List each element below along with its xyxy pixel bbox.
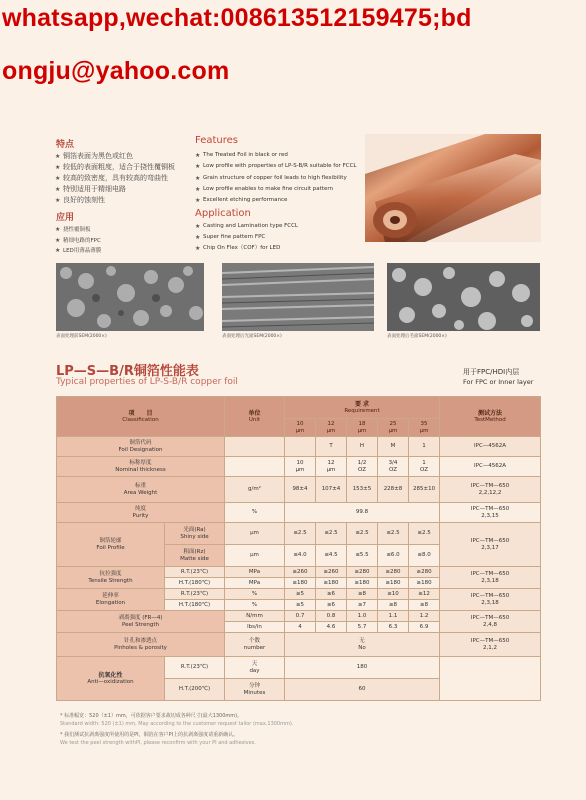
cell-text: Anti—oxidization [87, 678, 134, 685]
cell: ≤2.5 [316, 523, 347, 545]
cell [225, 679, 285, 701]
cell-text: Nominal thickness [115, 466, 166, 473]
list-item: ★ Grain structure of copper foil leads to high flexibility [195, 173, 356, 184]
cell-text: OZ [419, 466, 429, 473]
cell-text: Minutes [243, 689, 266, 696]
cell: ≥5 [285, 589, 316, 600]
footnote-3: * 我们测试抗剥离强度所使用的是PI，铜箔在客户PI上的抗剥离强度请重新确认。 [60, 732, 239, 738]
cell-text: 纯度 [134, 505, 146, 512]
cell-text: 3/4 [388, 459, 398, 466]
cell-text: 延伸率 [102, 592, 119, 599]
cell: ≤6.0 [378, 545, 409, 567]
cell-text: 1/2 [357, 459, 367, 466]
cell: ≥7 [347, 600, 378, 611]
cell: IPC—4562A [440, 457, 541, 477]
cell-text: 标重 [134, 482, 146, 489]
cell: 1.1 [378, 611, 409, 622]
cell-text: OZ [357, 466, 367, 473]
cell-text: 2,3,18 [481, 577, 499, 584]
cell-text: 抗拉强度 [99, 570, 122, 577]
cell-text: IPC—TM—650 [470, 482, 510, 489]
header-text: Requirement [344, 407, 380, 414]
cell [378, 457, 409, 477]
cell: 0.8 [316, 611, 347, 622]
properties-table [56, 396, 541, 701]
cell: % [225, 503, 285, 523]
sub-label: H.T.(180℃) [165, 578, 225, 589]
cell-text: μm [295, 427, 305, 434]
cell: % [225, 600, 285, 611]
cell-text: μm [419, 427, 429, 434]
cell-text: μm [295, 466, 305, 473]
cell-text: IPC—TM—650 [470, 570, 510, 577]
list-item: ★ Low profile with properties of LP-S-B/R suitable for FCCL [195, 161, 356, 172]
features-en-list [195, 150, 356, 206]
cell-text: 粗面(Rz) [183, 548, 206, 555]
list-item: ★ Low profile enables to make fine circuit pattern [195, 184, 356, 195]
cell [225, 633, 285, 657]
cell: ≥180 [285, 578, 316, 589]
table-title-cn: LP—S—B/R铜箔性能表 [56, 364, 199, 379]
cell-text: Area Weight [123, 489, 158, 496]
cell: N/mm [225, 611, 285, 622]
cell: 180 [285, 657, 440, 679]
footnote-1: * 标准幅宽：520（±1）mm，可依据客户要求裁切成各种尺寸(最大1300mm)。 [60, 713, 243, 719]
cell [440, 477, 541, 503]
thickness-col [409, 419, 440, 437]
sem-caption-1: 表面处理前SEM(2000×) [56, 334, 107, 339]
application-en-title: Application [195, 208, 251, 219]
cell: ≥180 [347, 578, 378, 589]
header-text: TestMethod [474, 416, 506, 423]
header-text: 单位 [248, 409, 261, 417]
contact-line-1: whatsapp,wechat:008613512159475;bd [2, 4, 472, 32]
cell: 5.7 [347, 622, 378, 633]
sem-photo-shiny-side [222, 263, 374, 331]
cell: ≥180 [409, 578, 440, 589]
list-item: ★ Chip On Flex（COF）for LED [195, 243, 298, 254]
cell-text: μm [357, 427, 367, 434]
cell: 285±10 [409, 477, 440, 503]
cell-text: Peel Strength [122, 621, 159, 628]
cell: IPC—4562A [440, 437, 541, 457]
sub-label: R.T.(23℃) [165, 567, 225, 578]
thickness-col [316, 419, 347, 437]
sub-label: H.T.(180℃) [165, 600, 225, 611]
cell-text: 12 [327, 420, 335, 427]
cell: ≤2.5 [285, 523, 316, 545]
list-item: ★ 良好的蚀刻性 [55, 195, 175, 206]
cell: ≥6 [316, 600, 347, 611]
list-item: ★ 铜箔表面为黑色或红色 [55, 151, 175, 162]
cell-text: 18 [358, 420, 366, 427]
cell [225, 657, 285, 679]
cell: % [225, 589, 285, 600]
cell-text: 无 [359, 637, 365, 644]
cell-text: 剥离强度 (FR—4) [118, 614, 163, 621]
cell: ≤2.5 [347, 523, 378, 545]
cell-text: 2,1,2 [483, 644, 498, 651]
cell: H [347, 437, 378, 457]
table-row [57, 523, 541, 545]
cell-text: Shiny side [180, 533, 209, 540]
cell-text: number [243, 644, 266, 651]
header-text: Unit [248, 416, 261, 423]
sub-label: R.T.(23℃) [165, 589, 225, 600]
features-cn-title: 特点 [56, 140, 75, 150]
cell: ≥5 [285, 600, 316, 611]
sub-label [165, 545, 225, 567]
cell [225, 457, 285, 477]
cell: ≥180 [316, 578, 347, 589]
cell: ≤2.5 [378, 523, 409, 545]
row-label [57, 567, 165, 589]
cell [409, 457, 440, 477]
table-note-cn: 用于FPC/HDI内层 [463, 368, 520, 376]
cell-text: day [249, 667, 260, 674]
cell [285, 633, 440, 657]
list-item: ★ 较高的致密度，具有较高的弯曲性 [55, 173, 175, 184]
contact-line-2: ongju@yahoo.com [2, 57, 230, 85]
list-item: ★ Super fine pattern FPC [195, 232, 298, 243]
table-row [57, 437, 541, 457]
cell-text: IPC—TM—650 [470, 637, 510, 644]
table-title-en: Typical properties of LP-S-B/R copper foil [56, 377, 238, 387]
cell: 153±5 [347, 477, 378, 503]
cell: 4 [285, 622, 316, 633]
cell-text: 铜箔轮廓 [99, 537, 122, 544]
header-text: 项 目 [128, 409, 153, 417]
row-label [57, 457, 225, 477]
cell: 1.2 [409, 611, 440, 622]
cell [316, 457, 347, 477]
cell: ≥280 [378, 567, 409, 578]
cell: 6.9 [409, 622, 440, 633]
table-row [57, 477, 541, 503]
cell: ≥6 [316, 589, 347, 600]
header-text: 测试方法 [478, 409, 503, 417]
cell: M [378, 437, 409, 457]
cell [285, 457, 316, 477]
cell: ≥10 [378, 589, 409, 600]
cell-text: 针孔和渗透点 [123, 637, 157, 644]
cell: ≥12 [409, 589, 440, 600]
cell-text: 1 [422, 459, 426, 466]
cell-text: μm [326, 427, 336, 434]
thickness-col [285, 419, 316, 437]
cell-text: 天 [251, 660, 258, 667]
cell: ≥8 [347, 589, 378, 600]
cell-text: 光面(Ra) [183, 526, 206, 533]
cell [440, 633, 541, 657]
cell: 99.8 [285, 503, 440, 523]
footnote-4: We test the peel strength withPI, please reconfirm with your PI and adhesives. [60, 740, 256, 746]
header-text: Classification [122, 416, 159, 423]
cell: ≤2.5 [409, 523, 440, 545]
cell: μm [225, 523, 285, 545]
cell-text: 2,3,17 [481, 544, 499, 551]
cell-text: Pinholes & porosity [114, 644, 167, 651]
sub-label: R.T.(23℃) [165, 657, 225, 679]
cell [225, 437, 285, 457]
cell: ≤5.5 [347, 545, 378, 567]
header-requirement [285, 397, 440, 419]
cell: T [316, 437, 347, 457]
table-row [57, 589, 541, 600]
cell: lbs/in [225, 622, 285, 633]
cell-text: 10 [296, 459, 304, 466]
table-row [57, 567, 541, 578]
cell-text: Tensile Strength [88, 577, 133, 584]
cell-text: 2,3,15 [481, 512, 499, 519]
cell [347, 457, 378, 477]
thickness-col [347, 419, 378, 437]
cell: ≤8.0 [409, 545, 440, 567]
sem-caption-3: 表面处理后毛面SEM(2000×) [387, 334, 447, 339]
header-text: 要 求 [354, 400, 370, 408]
table-row [57, 611, 541, 622]
cell [440, 589, 541, 611]
row-label [57, 503, 225, 523]
cell: g/m² [225, 477, 285, 503]
cell-text: 2,4,8 [483, 621, 498, 628]
cell: MPa [225, 578, 285, 589]
table-row [57, 457, 541, 477]
application-en-list [195, 221, 298, 255]
cell-text: Matte side [180, 555, 209, 562]
cell-text: IPC—TM—650 [470, 614, 510, 621]
row-label [57, 523, 165, 567]
sub-label: H.T.(200℃) [165, 679, 225, 701]
contact-banner [0, 0, 586, 108]
list-item: ★ LED用薄晶薄膜 [55, 246, 101, 257]
cell: 0.7 [285, 611, 316, 622]
cell: ≤4.5 [316, 545, 347, 567]
cell-text: Foil Designation [118, 446, 163, 453]
cell-text: IPC—TM—650 [470, 592, 510, 599]
cell-text: OZ [388, 466, 398, 473]
cell: ≥280 [409, 567, 440, 578]
cell-text: 10 [296, 420, 304, 427]
table-note-en: For FPC or Inner layer [463, 378, 534, 386]
cell: 4.6 [316, 622, 347, 633]
row-label [57, 437, 225, 457]
list-item: ★ 较低的表面粗度，适合于挠性覆铜板 [55, 162, 175, 173]
header-test-method [440, 397, 541, 437]
cell: ≥180 [378, 578, 409, 589]
cell: ≥280 [347, 567, 378, 578]
cell [440, 523, 541, 567]
footnote-2: Standard width: 520 (±1) mm, May according to the customer request tailor (max.1300mm). [60, 721, 294, 727]
row-label [57, 589, 165, 611]
cell: 98±4 [285, 477, 316, 503]
cell: 6.3 [378, 622, 409, 633]
cell-text: 标称厚度 [129, 459, 152, 466]
cell-text: μm [326, 466, 336, 473]
cell: ≤4.0 [285, 545, 316, 567]
cell-text: 2,2,12,2 [478, 489, 502, 496]
features-cn-list [55, 151, 175, 206]
cell [440, 657, 541, 701]
table-row [57, 657, 541, 679]
cell-text: 12 [327, 459, 335, 466]
list-item: ★ 精细电路的FPC [55, 236, 101, 247]
cell: 1 [409, 437, 440, 457]
row-label [57, 657, 165, 701]
application-cn-list [55, 225, 101, 257]
cell-text: IPC—TM—650 [470, 537, 510, 544]
row-label [57, 633, 225, 657]
header-unit [225, 397, 285, 437]
cell: 107±4 [316, 477, 347, 503]
cell-text: 35 [420, 420, 428, 427]
cell: ≥8 [378, 600, 409, 611]
sem-photo-before-treatment [56, 263, 204, 331]
table-row [57, 503, 541, 523]
row-label [57, 611, 225, 633]
cell: 1.0 [347, 611, 378, 622]
cell [440, 503, 541, 523]
cell [440, 567, 541, 589]
cell-text: IPC—TM—650 [470, 505, 510, 512]
application-cn-title: 应用 [56, 213, 75, 223]
list-item: ★ 挠性覆铜板 [55, 225, 101, 236]
cell: ≥8 [409, 600, 440, 611]
features-en-title: Features [195, 135, 238, 146]
cell: μm [225, 545, 285, 567]
cell: ≥260 [316, 567, 347, 578]
cell [285, 437, 316, 457]
cell: 228±8 [378, 477, 409, 503]
cell-text: 分钟 [248, 682, 260, 689]
cell-text: 25 [389, 420, 397, 427]
cell-text: 个数 [248, 637, 260, 644]
cell-text: 2,3,18 [481, 599, 499, 606]
sem-photo-matte-side [387, 263, 540, 331]
cell-text: Foil Profile [96, 544, 125, 551]
row-label [57, 477, 225, 503]
cell [440, 611, 541, 633]
cell: 60 [285, 679, 440, 701]
thickness-col [378, 419, 409, 437]
cell-text: 铜箔代码 [129, 439, 152, 446]
list-item: ★ Casting and Lamination type FCCL [195, 221, 298, 232]
cell-text: Elongation [95, 599, 126, 606]
list-item: ★ Excellent etching performance [195, 195, 356, 206]
cell-text: No [358, 644, 366, 651]
header-classification [57, 397, 225, 437]
sub-label [165, 523, 225, 545]
sem-caption-2: 表面处理后光面SEM(2000×) [222, 334, 282, 339]
table-row [57, 633, 541, 657]
cell-text: μm [388, 427, 398, 434]
copper-foil-roll-photo [365, 134, 541, 242]
list-item: ★ The Treated Foil in black or red [195, 150, 356, 161]
cell-text: 抗氧化性 [98, 671, 123, 679]
list-item: ★ 特别适用于精细电路 [55, 184, 175, 195]
cell-text: Purity [132, 512, 149, 519]
cell: MPa [225, 567, 285, 578]
cell: ≥260 [285, 567, 316, 578]
